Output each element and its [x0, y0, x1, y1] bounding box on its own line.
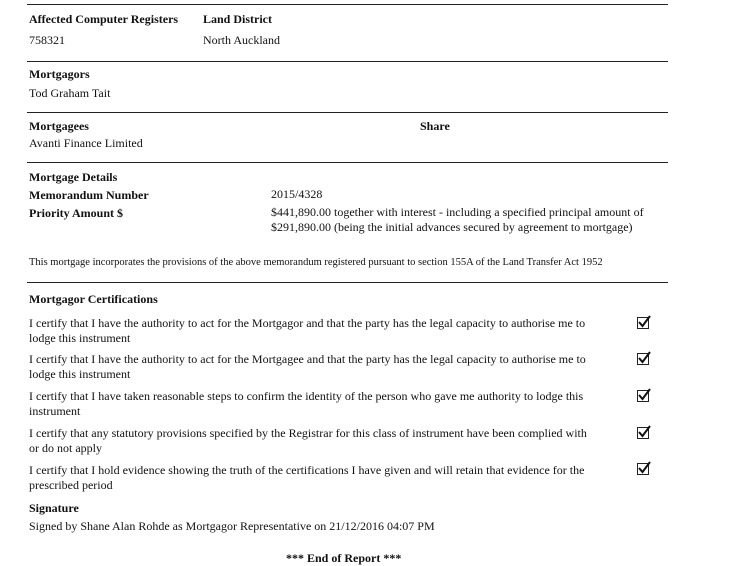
registers-value: 758321: [29, 33, 65, 47]
divider-mortgagors: [27, 61, 668, 62]
mortgagors-value: Tod Graham Tait: [29, 86, 111, 100]
priority-amount-label: Priority Amount $: [29, 206, 123, 220]
certification-text-cont: prescribed period: [29, 478, 113, 492]
details-heading: Mortgage Details: [29, 170, 118, 184]
checkmark-icon: [637, 425, 651, 439]
certification-text: I certify that I have the authority to act for the Mortgagor and that the party has the legal capacity to authorise me to: [29, 316, 586, 330]
mortgagors-label: Mortgagors: [29, 67, 90, 81]
certification-text: I certify that I have the authority to act for the Mortgagee and that the party has the legal capacity to authorise me to: [29, 352, 586, 366]
mortgagees-value: Avanti Finance Limited: [29, 136, 143, 150]
divider-details: [27, 162, 668, 163]
certification-text: I certify that I have taken reasonable steps to confirm the identity of the person who gave me authority to lodge this: [29, 389, 584, 403]
checkmark-icon: [637, 461, 651, 475]
signature-text: Signed by Shane Alan Rohde as Mortgagor Representative on 21/12/2016 04:07 PM: [29, 519, 435, 533]
share-label: Share: [420, 119, 450, 133]
checkmark-icon: [637, 388, 651, 402]
divider-top: [27, 4, 668, 5]
memorandum-number-label: Memorandum Number: [29, 188, 149, 202]
certification-checkbox[interactable]: [637, 317, 649, 329]
certifications-heading: Mortgagor Certifications: [29, 292, 158, 306]
certification-text-cont: lodge this instrument: [29, 331, 131, 345]
certification-checkbox[interactable]: [637, 463, 649, 475]
checkmark-icon: [637, 315, 651, 329]
certification-checkbox[interactable]: [637, 353, 649, 365]
certification-text: I certify that any statutory provisions specified by the Registrar for this class of instrument have been complied with: [29, 426, 587, 440]
certification-text: I certify that I hold evidence showing the truth of the certifications I have given and will retain that evidence for the: [29, 463, 585, 477]
signature-heading: Signature: [29, 501, 79, 515]
priority-amount-line2: $291,890.00 (being the initial advances secured by agreement to mortgage): [271, 220, 633, 234]
priority-amount-line1: $441,890.00 together with interest - including a specified principal amount of: [271, 205, 644, 219]
certification-text-cont: lodge this instrument: [29, 367, 131, 381]
end-of-report: *** End of Report ***: [286, 551, 402, 565]
land-district-label: Land District: [203, 12, 272, 26]
land-district-value: North Auckland: [203, 33, 280, 47]
divider-mortgagees: [27, 112, 668, 113]
checkmark-icon: [637, 351, 651, 365]
mortgagees-label: Mortgagees: [29, 119, 89, 133]
memorandum-number-value: 2015/4328: [271, 187, 323, 201]
divider-certifications: [27, 282, 668, 283]
certification-checkbox[interactable]: [637, 427, 649, 439]
memorandum-note: This mortgage incorporates the provisions of the above memorandum registered pursuant to section 155A of the Land Transfer Act 1952: [29, 257, 603, 268]
certification-checkbox[interactable]: [637, 390, 649, 402]
certification-text-cont: or do not apply: [29, 441, 102, 455]
registers-label: Affected Computer Registers: [29, 12, 179, 26]
certification-text-cont: instrument: [29, 404, 81, 418]
